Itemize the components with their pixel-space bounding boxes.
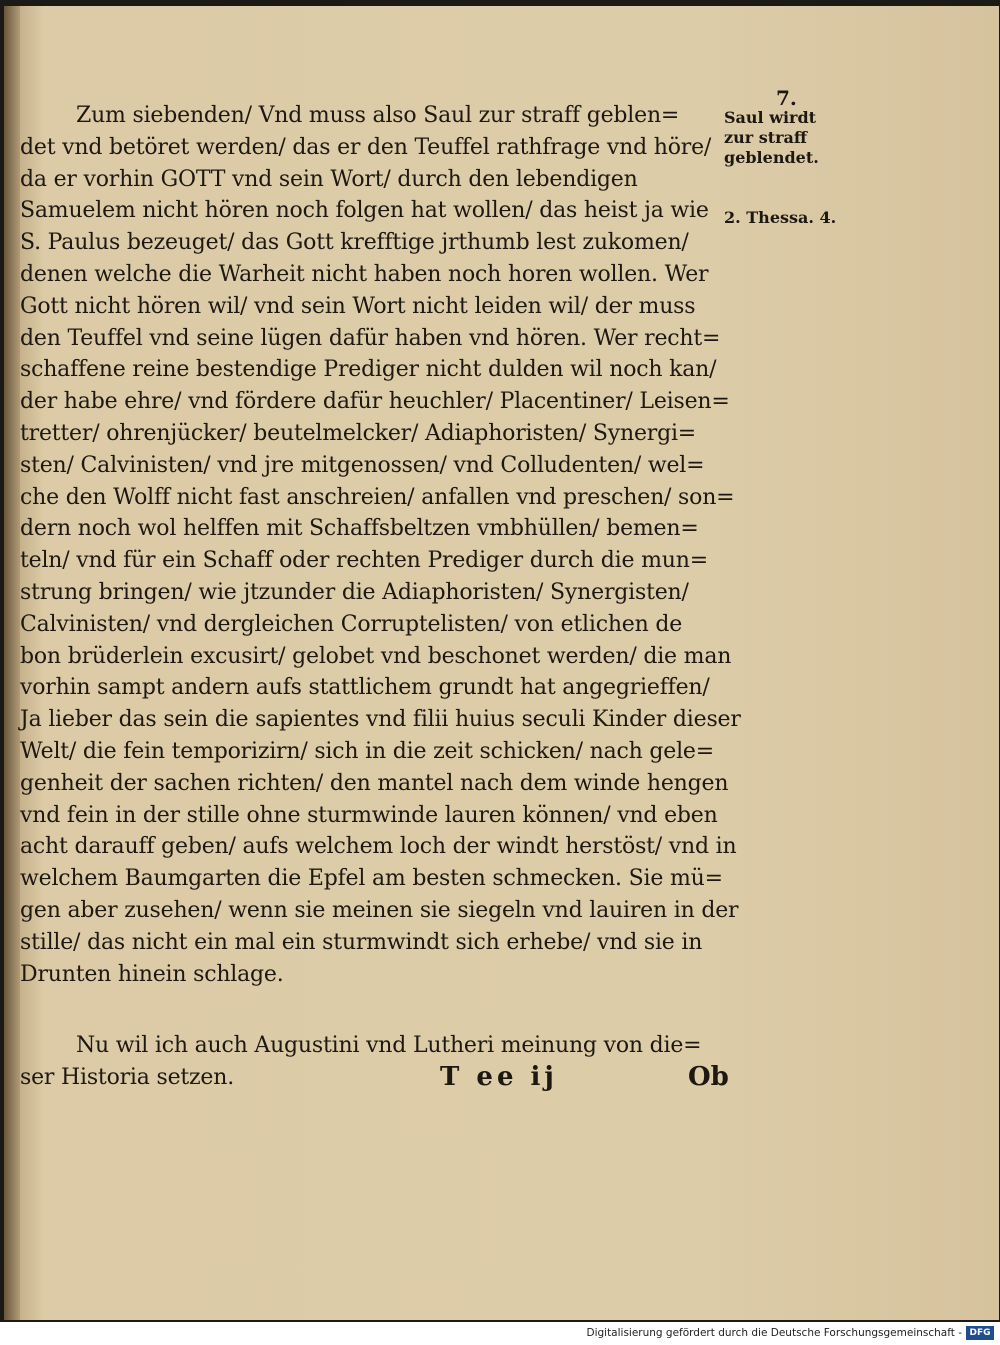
text-line: vorhin sampt andern aufs stattlichem grundt hat angegrieffen/ [20, 675, 710, 701]
text-line: schaffene reine bestendige Prediger nicht dulden wil noch kan/ [20, 357, 717, 383]
text-line: acht darauff geben/ aufs welchem loch der windt herstöst/ vnd in [20, 834, 737, 860]
text-line: S. Paulus bezeuget/ das Gott krefftige jrthumb lest zukomen/ [20, 230, 689, 256]
dfg-logo-icon[interactable]: DFG [966, 1326, 994, 1340]
text-line: genheit der sachen richten/ den mantel nach dem winde hengen [20, 770, 729, 796]
page-binding-edge [4, 6, 20, 1320]
marginal-notes [724, 108, 864, 228]
text-line: Zum siebenden/ Vnd muss also Saul zur straff geblen= [76, 103, 680, 128]
main-text [20, 100, 741, 1094]
text-line: sten/ Calvinisten/ vnd jre mitgenossen/ vnd Colludenten/ wel= [20, 452, 705, 478]
text-line: der habe ehre/ vnd fördere dafür heuchler/ Placentiner/ Leisen= [20, 389, 730, 415]
text-line: den Teuffel vnd seine lügen dafür haben vnd hören. Wer recht= [20, 325, 721, 351]
text-line: dern noch wol helffen mit Schaffsbeltzen vmbhüllen/ bemen= [20, 516, 699, 542]
text-line: welchem Baumgarten die Epfel am besten schmecken. Sie mü= [20, 866, 723, 892]
text-line: Gott nicht hören wil/ vnd sein Wort nicht leiden wil/ der muss [20, 293, 696, 319]
text-line: vnd fein in der stille ohne sturmwinde lauren können/ vnd eben [20, 802, 718, 828]
footer-credit: Digitalisierung gefördert durch die Deutsche Forschungsgemeinschaft - [586, 1327, 962, 1339]
text-line: strung bringen/ wie jtzunder die Adiaphoristen/ Synergisten/ [20, 579, 689, 605]
text-line: tretter/ ohrenjücker/ beutelmelcker/ Adiaphoristen/ Synergi= [20, 420, 697, 446]
text-line: Calvinisten/ vnd dergleichen Corruptelisten/ von etlichen de [20, 611, 683, 637]
text-line: Welt/ die fein temporizirn/ sich in die zeit schicken/ nach gele= [20, 738, 714, 764]
marginal-gap [724, 168, 864, 208]
text-line: Samuelem nicht hören noch folgen hat wollen/ das heist ja wie [20, 198, 709, 224]
folio-number: 7. [776, 86, 797, 110]
marginal-note-line: Saul wirdt [724, 108, 817, 127]
marginal-note-line: 2. Thessa. 4. [724, 208, 837, 227]
marginal-note-line: zur straff [724, 128, 808, 147]
text-line: teln/ vnd für ein Schaff oder rechten Prediger durch die mun= [20, 548, 708, 574]
text-line: gen aber zusehen/ wenn sie meinen sie siegeln vnd lauiren in der [20, 897, 739, 923]
text-line: stille/ das nicht ein mal ein sturmwindt sich erhebe/ vnd sie in [20, 929, 703, 955]
text-line: bon brüderlein excusirt/ gelobet vnd beschonet werden/ die man [20, 643, 732, 669]
signature-mark: T ee ij [440, 1062, 558, 1092]
text-line: Ja lieber das sein die sapientes vnd filii huius seculi Kinder dieser [20, 707, 741, 733]
text-line: ser Historia setzen. [20, 1065, 235, 1091]
marginal-note-line: geblendet. [724, 148, 819, 167]
text-line: Drunten hinein schlage. [20, 961, 284, 987]
paragraph-gap [20, 990, 735, 1030]
text-line: da er vorhin GOTT vnd sein Wort/ durch den lebendigen [20, 166, 638, 192]
text-line: Nu wil ich auch Augustini vnd Lutheri meinung von die= [76, 1033, 702, 1059]
text-line: denen welche die Warheit nicht haben noch horen wollen. Wer [20, 261, 709, 287]
text-line: det vnd betöret werden/ das er den Teuffel rathfrage vnd höre/ [20, 134, 712, 160]
footer-bar [0, 1322, 1000, 1345]
text-line: che den Wolff nicht fast anschreien/ anfallen vnd preschen/ son= [20, 484, 735, 510]
catchword: Ob [688, 1062, 729, 1092]
